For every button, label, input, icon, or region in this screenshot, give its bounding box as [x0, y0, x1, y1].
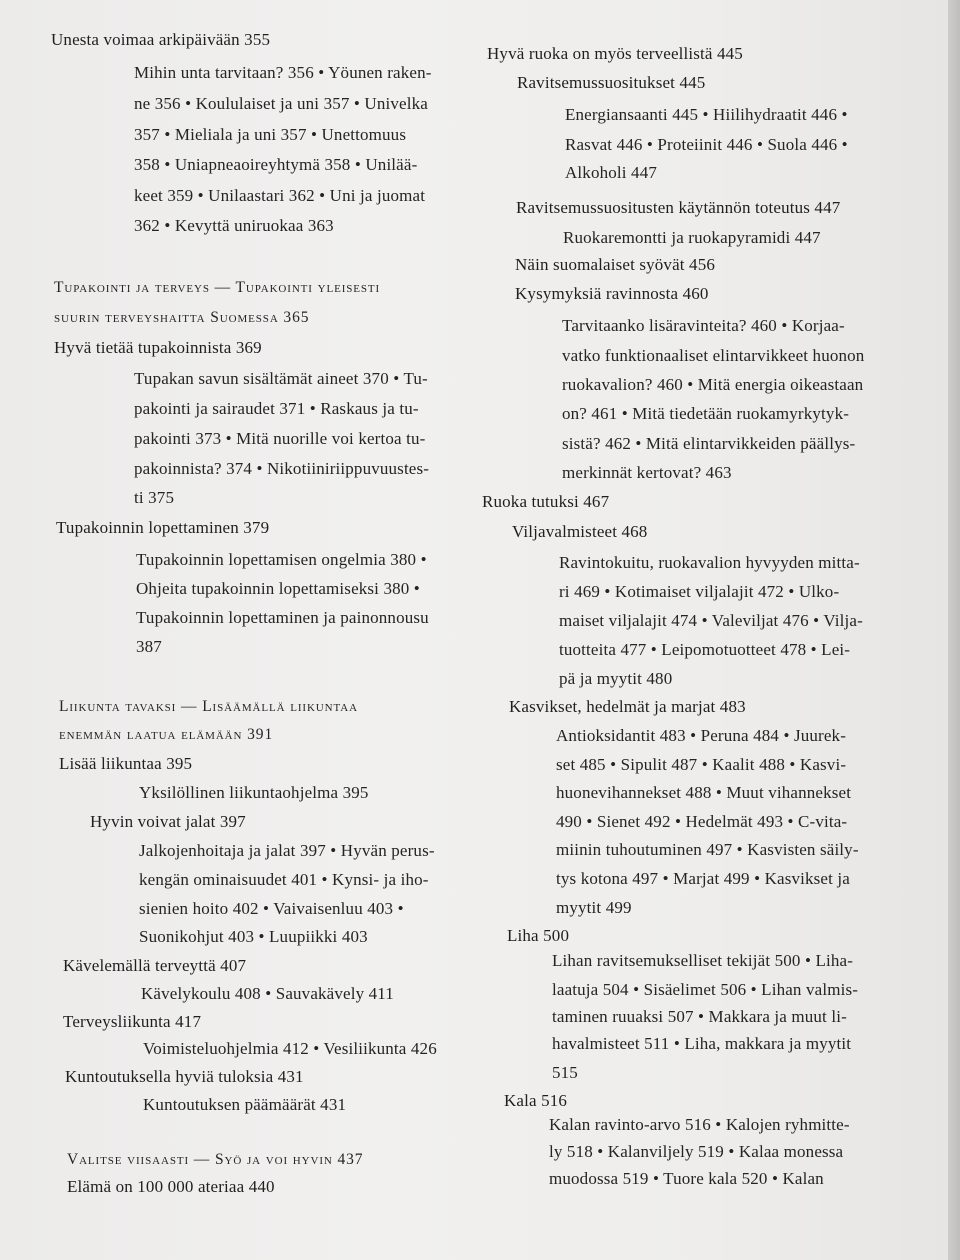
toc-subentries-line: 387: [136, 637, 162, 656]
toc-subentries-line: Ravintokuitu, ruokavalion hyvyyden mitta-: [559, 553, 860, 572]
toc-subentries-line: tuotteita 477 • Leipomotuotteet 478 • Lei-: [559, 640, 851, 659]
toc-subentries-line: maiset viljalajit 474 • Valeviljat 476 • Vilja-: [559, 611, 863, 630]
toc-subentries-line: Kävelykoulu 408 • Sauvakävely 411: [141, 984, 394, 1003]
toc-subentries-line: Mihin unta tarvitaan? 356 • Yöunen raken-: [134, 63, 432, 82]
toc-subentries-line: Alkoholi 447: [565, 163, 657, 182]
toc-subentries-line: Suonikohjut 403 • Luupiikki 403: [139, 927, 368, 946]
toc-section-entry: Ravitsemussuositusten käytännön toteutus 447: [516, 198, 841, 217]
toc-subentries-line: Energiansaanti 445 • Hiilihydraatit 446 •: [565, 105, 848, 124]
toc-subentries-line: ti 375: [134, 488, 175, 507]
toc-subentries-line: pä ja myytit 480: [559, 669, 673, 688]
toc-chapter-entry: Hyvä tietää tupakoinnista 369: [54, 338, 262, 357]
toc-subentries-line: ne 356 • Koululaiset ja uni 357 • Univelka: [134, 94, 428, 113]
toc-section-entry: Ravitsemussuositukset 445: [517, 73, 706, 92]
page-edge-shadow: [948, 0, 960, 1260]
toc-part-heading: enemmän laatua elämään 391: [59, 726, 274, 743]
toc-subentries-line: Ohjeita tupakoinnin lopettamiseksi 380 •: [136, 579, 420, 598]
toc-subentries-line: 515: [552, 1063, 578, 1082]
toc-subentries-line: pakointi ja sairaudet 371 • Raskaus ja tu-: [134, 399, 419, 418]
toc-subentries-line: Jalkojenhoitaja ja jalat 397 • Hyvän perus-: [139, 841, 435, 860]
toc-section-entry: Viljavalmisteet 468: [512, 522, 648, 541]
toc-subentries-line: 490 • Sienet 492 • Hedelmät 493 • C-vita-: [556, 812, 848, 831]
toc-subentries-line: Yksilöllinen liikuntaohjelma 395: [139, 783, 369, 802]
toc-subentries-line: taminen ruuaksi 507 • Makkara ja muut li-: [552, 1007, 847, 1026]
toc-subentries-line: Tupakoinnin lopettaminen ja painonnousu: [136, 608, 429, 627]
toc-subentries-line: on? 461 • Mitä tiedetään ruokamyrkytyk-: [562, 404, 850, 423]
toc-subentries-line: Kalan ravinto-arvo 516 • Kalojen ryhmitte-: [549, 1115, 850, 1134]
toc-subentries-line: ri 469 • Kotimaiset viljalajit 472 • Ulko-: [559, 582, 840, 601]
toc-chapter-entry: Terveysliikunta 417: [63, 1012, 202, 1031]
toc-chapter-entry: Elämä on 100 000 ateriaa 440: [67, 1177, 275, 1196]
toc-section-entry: Kysymyksiä ravinnosta 460: [515, 284, 709, 303]
toc-chapter-entry: Kävelemällä terveyttä 407: [63, 956, 247, 975]
toc-part-heading: suurin terveyshaitta Suomessa 365: [54, 309, 310, 326]
toc-subentries-line: Kuntoutuksen päämäärät 431: [143, 1095, 347, 1114]
toc-subentries-line: ruokavalion? 460 • Mitä energia oikeastaan: [562, 375, 864, 394]
toc-subentries-line: vatko funktionaaliset elintarvikkeet huonon: [562, 346, 865, 365]
toc-subentries-line: keet 359 • Unilaastari 362 • Uni ja juomat: [134, 186, 426, 205]
toc-subentries-line: huonevihannekset 488 • Muut vihannekset: [556, 783, 852, 802]
toc-subentries-line: 358 • Uniapneaoireyhtymä 358 • Unilää-: [134, 155, 418, 174]
toc-subentries-line: kengän ominaisuudet 401 • Kynsi- ja iho-: [139, 870, 429, 889]
toc-subentries-line: Voimisteluohjelmia 412 • Vesiliikunta 426: [143, 1039, 437, 1058]
toc-part-heading: Tupakointi ja terveys — Tupakointi yleisesti: [54, 279, 381, 296]
toc-subentries-line: 357 • Mieliala ja uni 357 • Unettomuus: [134, 125, 407, 144]
toc-subentries-line: myytit 499: [556, 898, 632, 917]
toc-subentries-line: sienien hoito 402 • Vaivaisenluu 403 •: [139, 899, 404, 918]
toc-subentries-line: Rasvat 446 • Proteiinit 446 • Suola 446 •: [565, 135, 848, 154]
toc-subentries-line: ly 518 • Kalanviljely 519 • Kalaa monessa: [549, 1142, 844, 1161]
toc-subentries-line: muodossa 519 • Tuore kala 520 • Kalan: [549, 1169, 824, 1188]
toc-section-entry: Kasvikset, hedelmät ja marjat 483: [509, 697, 746, 716]
toc-section-entry: Liha 500: [507, 926, 570, 945]
toc-chapter-entry: Lisää liikuntaa 395: [59, 754, 193, 773]
toc-subentries-line: pakointi 373 • Mitä nuorille voi kertoa tu-: [134, 429, 426, 448]
toc-chapter-entry: Ruoka tutuksi 467: [482, 492, 610, 511]
toc-subentries-line: sistä? 462 • Mitä elintarvikkeiden päällys-: [562, 434, 856, 453]
toc-subentries-line: havalmisteet 511 • Liha, makkara ja myytit: [552, 1034, 852, 1053]
toc-subentries-line: Lihan ravitsemukselliset tekijät 500 • Liha-: [552, 951, 854, 970]
toc-section-entry: Hyvin voivat jalat 397: [90, 812, 246, 831]
toc-subentries-line: Tupakan savun sisältämät aineet 370 • Tu-: [134, 369, 428, 388]
toc-subentries-line: Tarvitaanko lisäravinteita? 460 • Korjaa-: [562, 316, 845, 335]
toc-subentries-line: 362 • Kevyttä uniruokaa 363: [134, 216, 334, 235]
toc-subentries-line: merkinnät kertovat? 463: [562, 463, 732, 482]
toc-part-heading: Liikunta tavaksi — Lisäämällä liikuntaa: [59, 698, 358, 715]
toc-subentries-line: set 485 • Sipulit 487 • Kaalit 488 • Kasvi-: [556, 755, 847, 774]
toc-section-entry: Näin suomalaiset syövät 456: [515, 255, 715, 274]
toc-subentries-line: pakoinnista? 374 • Nikotiiniriippuvuustes-: [134, 459, 430, 478]
toc-part-heading: Valitse viisaasti — Syö ja voi hyvin 437: [67, 1151, 364, 1168]
toc-chapter-entry: Unesta voimaa arkipäivään 355: [51, 30, 271, 49]
toc-chapter-entry: Tupakoinnin lopettaminen 379: [56, 518, 270, 537]
toc-section-entry: Kala 516: [504, 1091, 568, 1110]
toc-subentries-line: Ruokaremontti ja ruokapyramidi 447: [563, 228, 821, 247]
toc-subentries-line: tys kotona 497 • Marjat 499 • Kasvikset ja: [556, 869, 850, 888]
toc-chapter-entry: Hyvä ruoka on myös terveellistä 445: [487, 44, 743, 63]
toc-subentries-line: Antioksidantit 483 • Peruna 484 • Juurek-: [556, 726, 847, 745]
toc-subentries-line: miinin tuhoutuminen 497 • Kasvisten säily-: [556, 840, 859, 859]
toc-chapter-entry: Kuntoutuksella hyviä tuloksia 431: [65, 1067, 304, 1086]
toc-subentries-line: laatuja 504 • Sisäelimet 506 • Lihan valmis-: [552, 980, 859, 999]
toc-subentries-line: Tupakoinnin lopettamisen ongelmia 380 •: [136, 550, 427, 569]
